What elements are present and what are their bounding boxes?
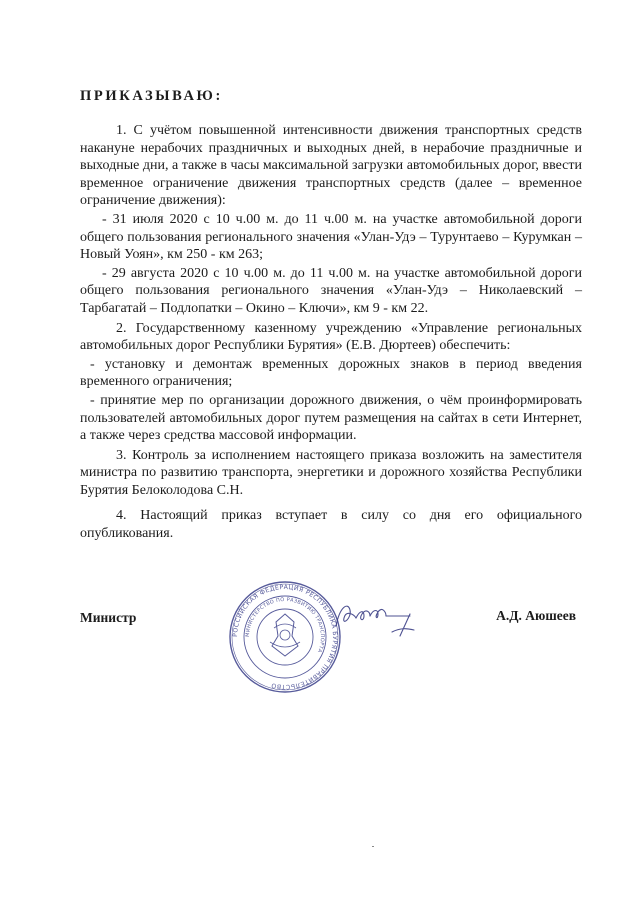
- document-body: [80, 122, 582, 543]
- paragraph-4: 4. Настоящий приказ вступает в силу со дня его официального опубликования.: [80, 508, 582, 542]
- paragraph-1-item-b: - 29 августа 2020 с 10 ч.00 м. до 11 ч.00 м. на участке автомобильной дороги общего пользования регионального значения «Улан-Удэ – Николаевский – Тарбагатай – Подлопатки – Окино – Ключи», км 9 - км 22.: [80, 265, 582, 316]
- signatory-name: А.Д. Аюшеев: [496, 608, 576, 623]
- paragraph-1-item-a: - 31 июля 2020 с 10 ч.00 м. до 11 ч.00 м. на участке автомобильной дороги общего пользования регионального значения «Улан-Удэ – Турунтаево – Курумкан – Новый Уоян», км 250 - км 263;: [80, 211, 582, 263]
- official-seal-icon: [228, 580, 342, 694]
- paragraph-2-item-a: - установку и демонтаж временных дорожных знаков в период введения временного ограничения;: [80, 356, 582, 390]
- paragraph-2-item-b: - принятие мер по организации дорожного движения, о чём проинформировать пользователей автомобильных дорог путем размещения на сайтах в сети Интернет, а также через средства массовой информации.: [80, 392, 582, 444]
- svg-text:МИНИСТЕРСТВО ПО РАЗВИТИЮ ТРАНС: [245, 597, 325, 654]
- seal-outer-text: РОССИЙСКАЯ ФЕДЕРАЦИЯ РЕСПУБЛИКА БУРЯТИЯ ПРАВИТЕЛЬСТВО: [231, 583, 339, 691]
- handwritten-signature: [330, 596, 422, 642]
- paragraph-2: 2. Государственному казенному учреждению «Управление региональных автомобильных дорог Республики Бурятия» (Е.В. Дюртеев) обеспечить:: [80, 320, 582, 354]
- paragraph-3: 3. Контроль за исполнением настоящего приказа возложить на заместителя министра по развитию транспорта, энергетики и дорожного хозяйства Республики Бурятия Белоколодова С.Н.: [80, 447, 582, 498]
- paragraph-1: 1. С учётом повышенной интенсивности движения транспортных средств накануне нерабочих праздничных и выходных дней, в нерабочие праздничные и выходные дни, а также в часы максимальной загрузки автомобильных дорог, ввести временное ограничение движения транспортных средств (далее – временное ограничение движения):: [80, 123, 582, 209]
- document-heading: ПРИКАЗЫВАЮ:: [80, 88, 223, 104]
- scan-speck: [372, 846, 374, 847]
- signatory-title: Министр: [80, 610, 137, 625]
- seal-inner-text: МИНИСТЕРСТВО ПО РАЗВИТИЮ ТРАНСПОРТА: [244, 596, 326, 654]
